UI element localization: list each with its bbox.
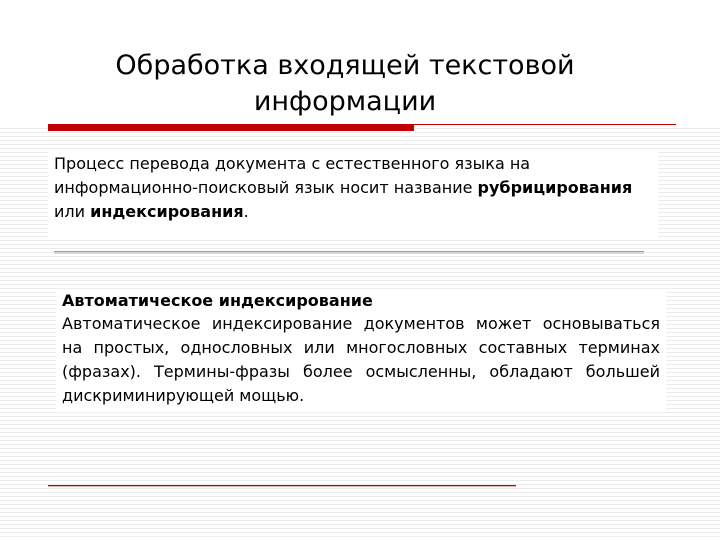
section-body: Автоматическое индексирование документов может основываться на простых, однословных или многословных составных терминах (фразах). Термины-фразы более осмысленны, обладают большей дискриминирующей мощью. [62, 314, 660, 405]
intro-paragraph-block [48, 150, 658, 238]
auto-indexing-section [56, 290, 666, 410]
slide-title: Обработка входящей текстовой информации [115, 50, 575, 117]
term-indexing: индексирования [90, 202, 244, 221]
intro-text-before: Процесс перевода документа с естественного языка на информационно-поисковый язык носит название [54, 154, 531, 197]
bottom-rule [48, 485, 516, 487]
intro-text-after: . [243, 202, 249, 221]
title-accent-bar [48, 124, 414, 131]
intro-connector: или [54, 202, 91, 221]
intro-paragraph [48, 150, 658, 226]
section-divider [54, 251, 644, 254]
section-heading: Автоматическое индексирование [62, 291, 373, 310]
title-thin-rule [414, 124, 676, 125]
term-rubrication: рубрицирования [477, 178, 633, 197]
